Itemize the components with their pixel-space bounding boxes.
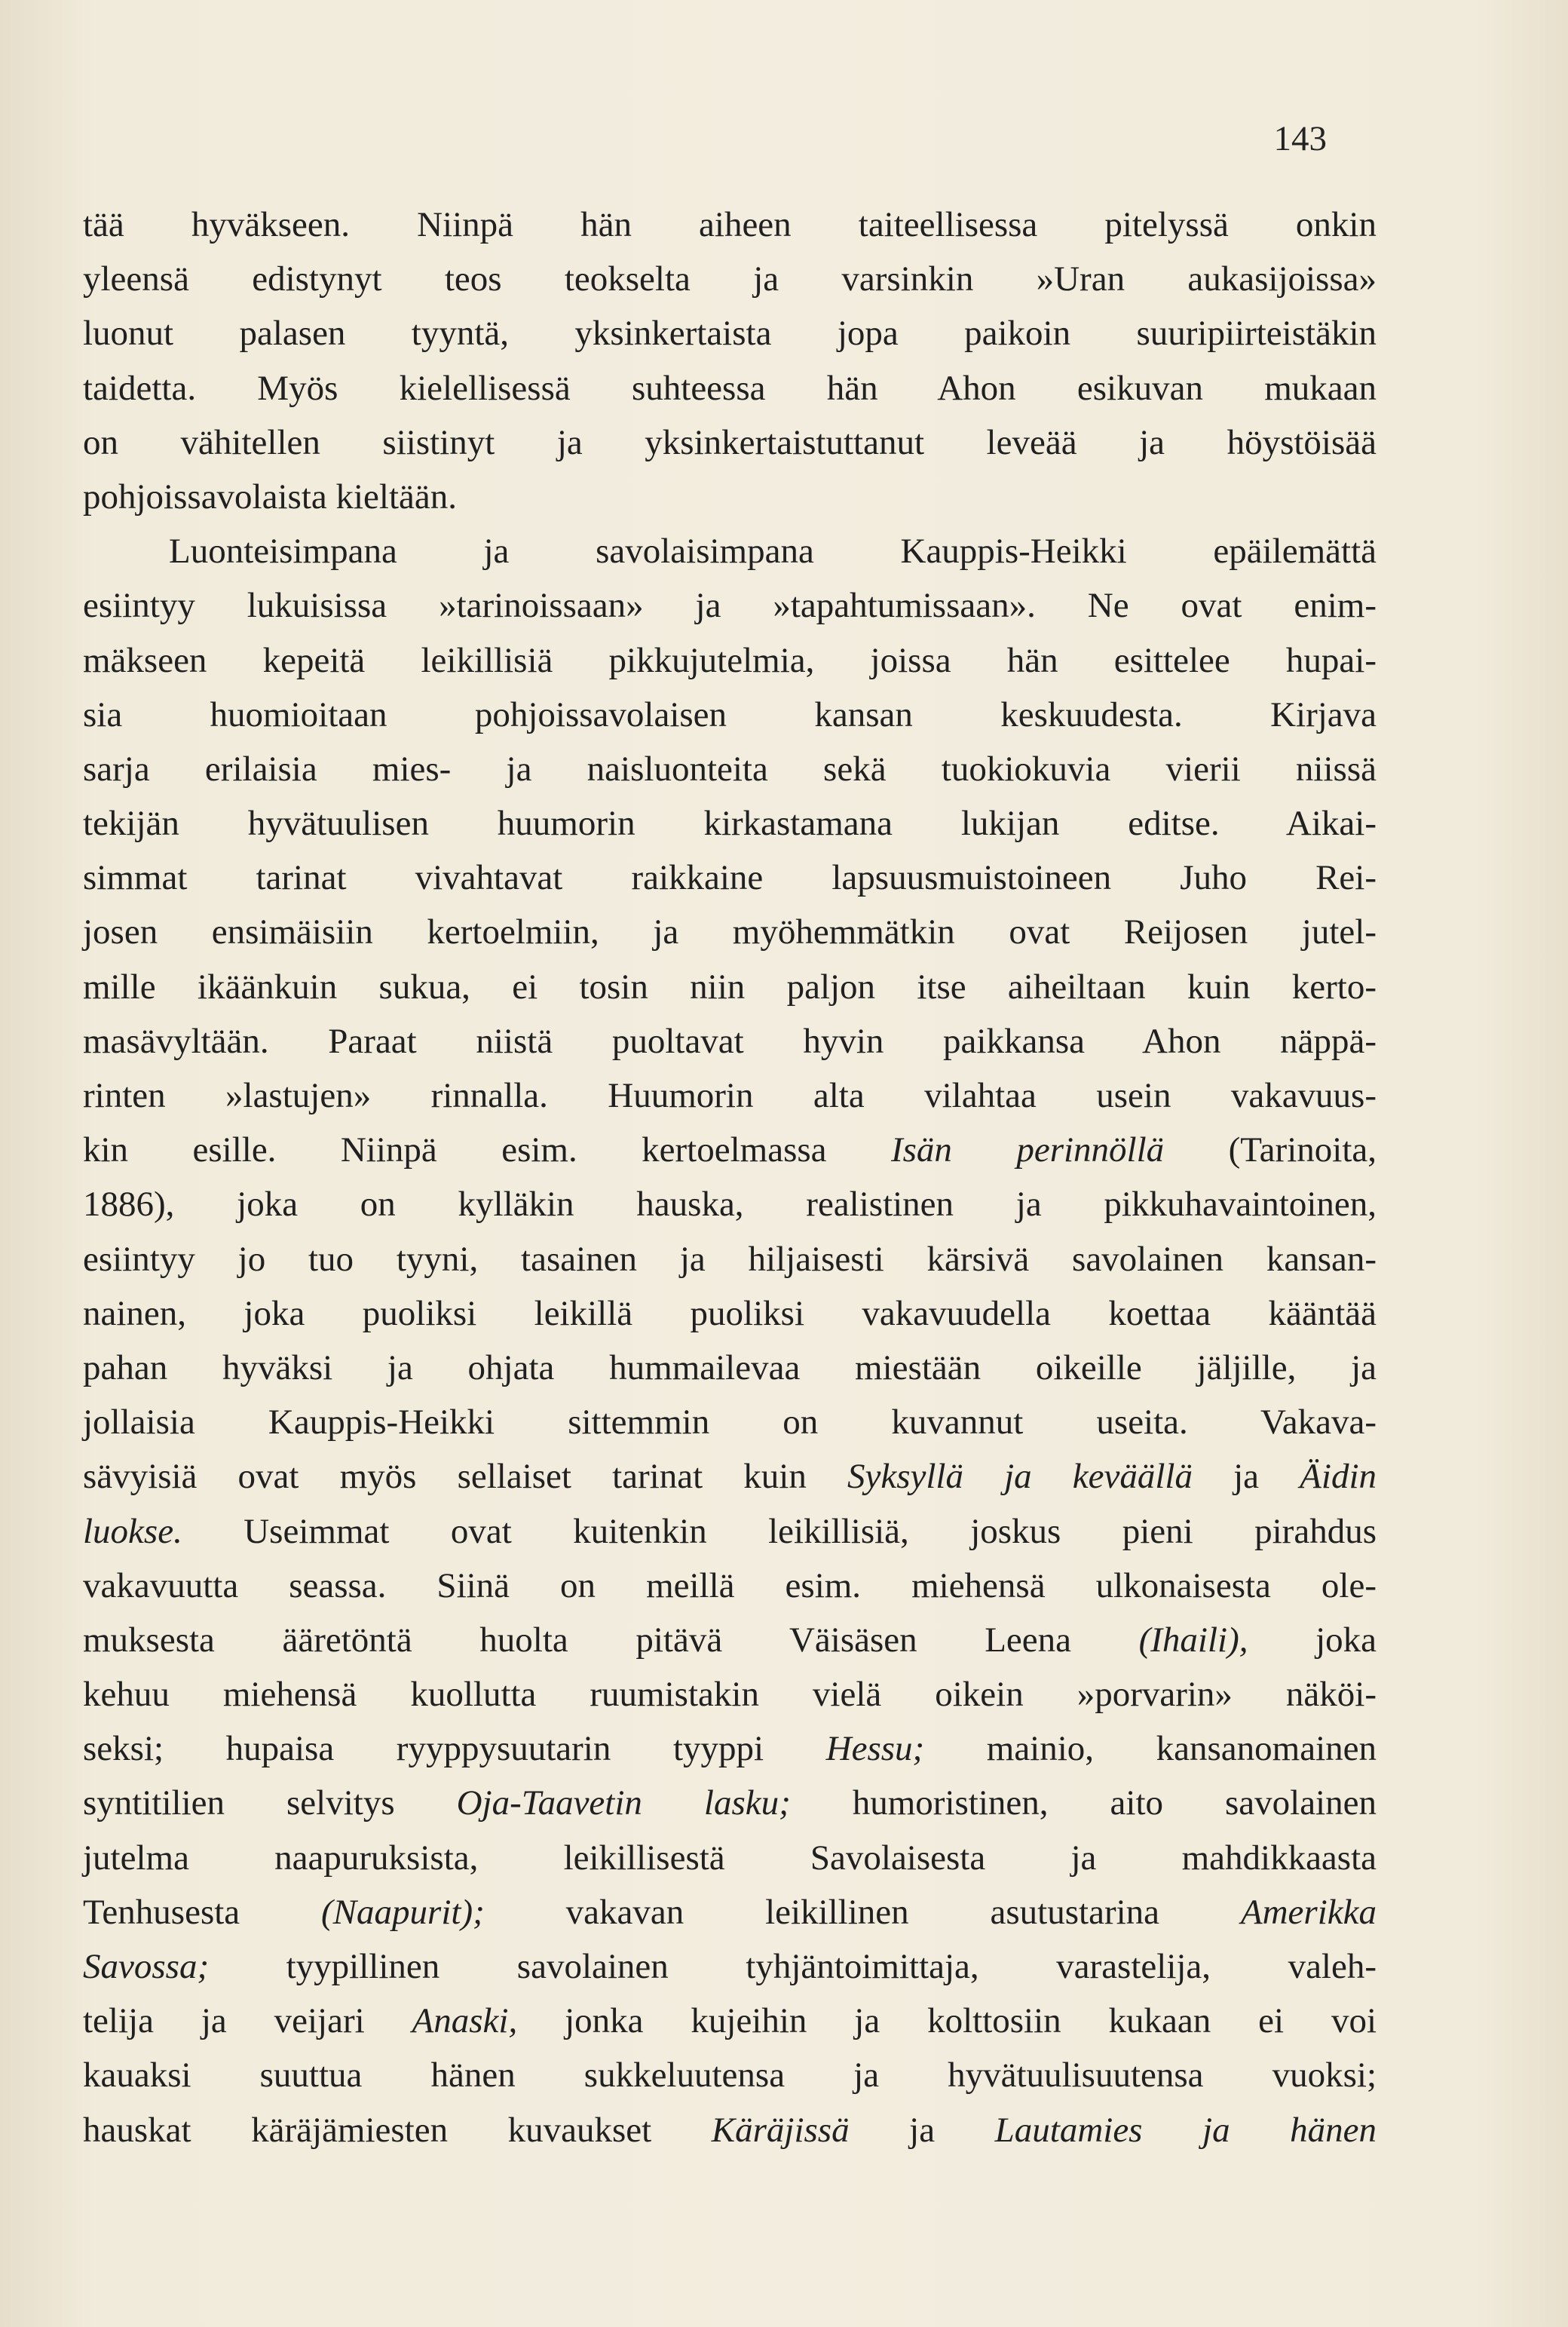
text-line xyxy=(83,1395,1377,1449)
text-segment: ja xyxy=(849,2110,995,2150)
text-line xyxy=(83,470,1377,524)
text-segment: (Tarinoita, xyxy=(1164,1130,1377,1170)
text-segment: sarja erilaisia mies- ja naisluonteita sekä tuokiokuvia vierii niissä xyxy=(83,749,1377,789)
text-line xyxy=(83,1939,1377,1994)
text-line xyxy=(83,1559,1377,1613)
italic-title: Oja-Taavetin lasku; xyxy=(456,1783,791,1823)
text-segment: esiintyy jo tuo tyyni, tasainen ja hiljaisesti kärsivä savolainen kansan- xyxy=(83,1239,1377,1279)
text-line xyxy=(83,1667,1377,1721)
text-line xyxy=(83,2048,1377,2102)
text-segment: telija ja veijari xyxy=(83,2001,412,2041)
text-line xyxy=(83,1504,1377,1559)
italic-title: Isän perinnöllä xyxy=(890,1130,1165,1170)
text-line xyxy=(83,252,1377,306)
text-line xyxy=(83,1613,1377,1667)
italic-title: (Naapurit); xyxy=(321,1892,485,1932)
text-line xyxy=(83,796,1377,851)
text-line xyxy=(83,306,1377,360)
text-segment: Luonteisimpana ja savolaisimpana Kauppis-Heikki epäilemättä xyxy=(169,532,1377,572)
text-line xyxy=(83,960,1377,1014)
text-segment: esiintyy lukuisissa »tarinoissaan» ja »tapahtumissaan». Ne ovat enim- xyxy=(83,586,1377,626)
text-line xyxy=(83,415,1377,470)
text-segment: kin esille. Niinpä esim. kertoelmassa xyxy=(83,1130,891,1170)
text-segment: Useimmat ovat kuitenkin leikillisiä, joskus pieni pirahdus xyxy=(182,1511,1377,1551)
text-line xyxy=(83,1721,1377,1776)
text-line xyxy=(83,1232,1377,1286)
text-segment: muksesta ääretöntä huolta pitävä Väisäsen Leena xyxy=(83,1620,1139,1660)
italic-title: Savossa; xyxy=(83,1947,210,1986)
text-line xyxy=(83,633,1377,688)
text-segment: tekijän hyvätuulisen huumorin kirkastamana lukijan editse. Aikai- xyxy=(83,804,1377,844)
italic-title: Hessu; xyxy=(825,1729,925,1769)
text-segment: syntitilien selvitys xyxy=(83,1783,457,1823)
text-line xyxy=(83,688,1377,742)
text-segment: nainen, joka puoliksi leikillä puoliksi vakavuudella koettaa kääntää xyxy=(83,1293,1377,1333)
text-segment: luonut palasen tyyntä, yksinkertaista jopa paikoin suuripiirteistäkin xyxy=(83,314,1377,354)
text-segment: pahan hyväksi ja ohjata hummailevaa miestään oikeille jäljille, ja xyxy=(83,1347,1377,1387)
text-line xyxy=(83,2103,1377,2157)
text-segment: yleensä edistynyt teos teokselta ja varsinkin »Uran aukasijoissa» xyxy=(83,259,1377,299)
text-line xyxy=(83,198,1377,252)
text-line xyxy=(83,1123,1377,1177)
text-segment: seksi; hupaisa ryyppysuutarin tyyppi xyxy=(83,1729,826,1769)
italic-title: Äidin xyxy=(1300,1457,1377,1497)
text-segment: rinten »lastujen» rinnalla. Huumorin alta vilahtaa usein vakavuus- xyxy=(83,1076,1377,1115)
text-line xyxy=(83,1994,1377,2048)
text-segment: humoristinen, aito savolainen xyxy=(790,1783,1377,1823)
italic-title: Anaski, xyxy=(412,2001,518,2041)
text-segment: sävyisiä ovat myös sellaiset tarinat kuin xyxy=(83,1457,847,1497)
text-line xyxy=(83,524,1377,578)
text-line xyxy=(83,1831,1377,1885)
text-segment: Tenhusesta xyxy=(83,1892,322,1932)
text-line xyxy=(83,1014,1377,1068)
text-segment: vakavan leikillinen asutustarina xyxy=(484,1892,1241,1932)
text-segment: tyypillinen savolainen tyhjäntoimittaja, varastelija, valeh- xyxy=(209,1947,1377,1986)
italic-title: Amerikka xyxy=(1240,1892,1377,1932)
text-line xyxy=(83,742,1377,796)
text-segment: jutelma naapuruksista, leikillisestä Savolaisesta ja mahdikkaasta xyxy=(83,1838,1377,1878)
text-segment: on vähitellen siistinyt ja yksinkertaistuttanut leveää ja höystöisää xyxy=(83,422,1377,462)
text-line xyxy=(83,851,1377,905)
text-segment: masävyltään. Paraat niistä puoltavat hyvin paikkansa Ahon näppä- xyxy=(83,1021,1377,1061)
text-segment: taidetta. Myös kielellisessä suhteessa hän Ahon esikuvan mukaan xyxy=(83,368,1377,408)
text-segment: joka xyxy=(1248,1620,1377,1660)
italic-title: (Ihaili), xyxy=(1138,1620,1248,1660)
text-segment: tää hyväkseen. Niinpä hän aiheen taiteellisessa pitelyssä onkin xyxy=(83,205,1377,244)
text-line xyxy=(83,905,1377,959)
body-text xyxy=(83,198,1377,2157)
text-segment: simmat tarinat vivahtavat raikkaine lapsuusmuistoineen Juho Rei- xyxy=(83,858,1377,898)
italic-title: Käräjissä xyxy=(711,2110,850,2150)
text-segment: jollaisia Kauppis-Heikki sittemmin on kuvannut useita. Vakava- xyxy=(83,1403,1377,1442)
text-line xyxy=(83,1177,1377,1231)
text-segment: sia huomioitaan pohjoissavolaisen kansan keskuudesta. Kirjava xyxy=(83,694,1377,734)
text-line xyxy=(83,1776,1377,1830)
text-line xyxy=(83,361,1377,415)
text-segment: vakavuutta seassa. Siinä on meillä esim. miehensä ulkonaisesta ole- xyxy=(83,1565,1377,1605)
text-line xyxy=(83,1286,1377,1341)
text-line xyxy=(83,1449,1377,1504)
text-segment: mainio, kansanomainen xyxy=(924,1729,1377,1769)
text-line xyxy=(83,1885,1377,1939)
text-segment: ja xyxy=(1192,1457,1300,1497)
page-number: 143 xyxy=(1273,119,1327,158)
text-line xyxy=(83,1068,1377,1123)
text-segment: jonka kujeihin ja kolttosiin kukaan ei voi xyxy=(517,2001,1377,2041)
italic-title: Lautamies ja hänen xyxy=(994,2110,1377,2150)
text-line xyxy=(83,1341,1377,1395)
text-segment: pohjoissavolaista kieltään. xyxy=(83,477,458,517)
text-segment: 1886), joka on kylläkin hauska, realistinen ja pikkuhavaintoinen, xyxy=(83,1185,1377,1225)
italic-title: Syksyllä ja keväällä xyxy=(847,1457,1193,1497)
text-segment: mille ikäänkuin sukua, ei tosin niin paljon itse aiheiltaan kuin kerto- xyxy=(83,967,1377,1007)
text-segment: kauaksi suuttua hänen sukkeluutensa ja hyvätuulisuutensa vuoksi; xyxy=(83,2056,1377,2096)
italic-title: luokse. xyxy=(83,1511,182,1551)
text-line xyxy=(83,578,1377,633)
text-segment: hauskat käräjämiesten kuvaukset xyxy=(83,2110,712,2150)
text-segment: josen ensimäisiin kertoelmiin, ja myöhemmätkin ovat Reijosen jutel- xyxy=(83,912,1377,952)
text-segment: kehuu miehensä kuollutta ruumistakin vielä oikein »porvarin» näköi- xyxy=(83,1675,1377,1715)
text-segment: mäkseen kepeitä leikillisiä pikkujutelmia, joissa hän esittelee hupai- xyxy=(83,640,1377,680)
